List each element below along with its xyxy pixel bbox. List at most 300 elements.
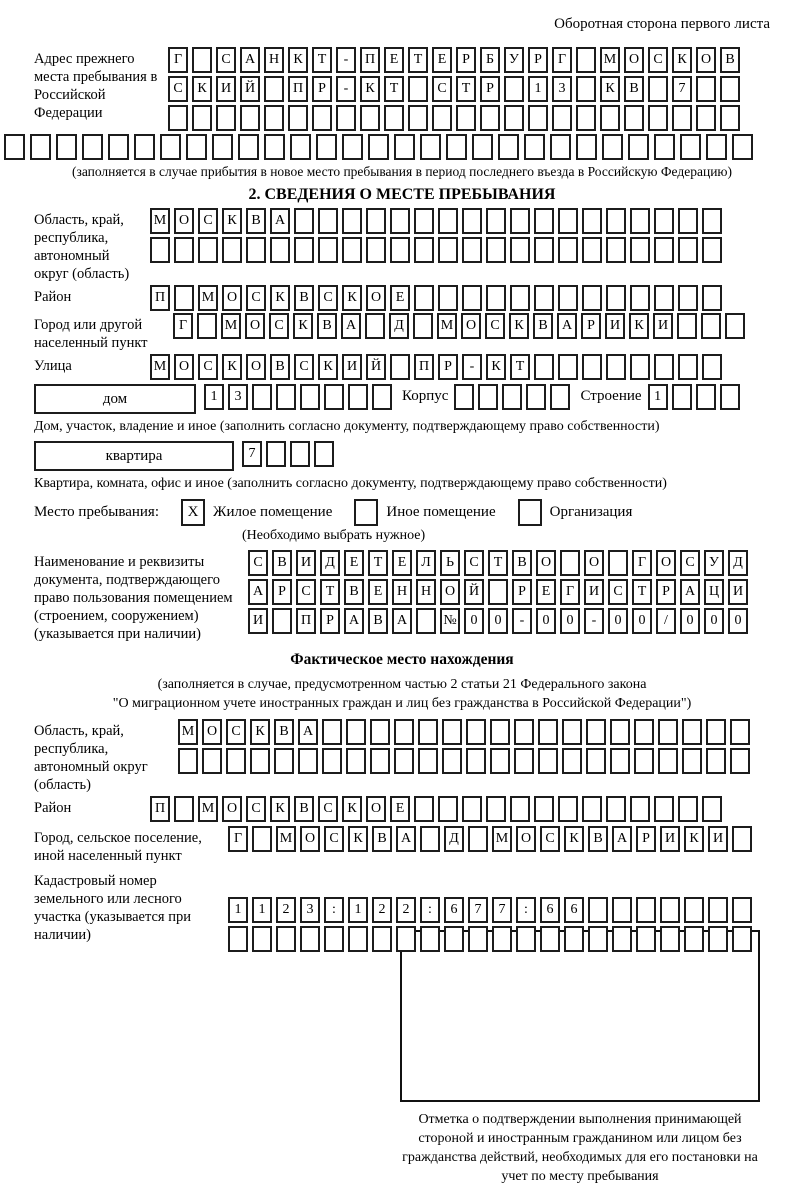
char-box[interactable] bbox=[252, 926, 272, 952]
char-box[interactable]: Е bbox=[536, 579, 556, 605]
char-box[interactable]: К bbox=[342, 285, 362, 311]
char-box[interactable] bbox=[270, 237, 290, 263]
char-box[interactable]: С bbox=[464, 550, 484, 576]
char-box[interactable]: И bbox=[728, 579, 748, 605]
char-box[interactable]: О bbox=[584, 550, 604, 576]
char-box[interactable]: И bbox=[248, 608, 268, 634]
char-box[interactable] bbox=[610, 719, 630, 745]
char-box[interactable]: М bbox=[221, 313, 241, 339]
char-box[interactable] bbox=[342, 208, 362, 234]
char-box[interactable] bbox=[396, 926, 416, 952]
char-box[interactable]: В bbox=[344, 579, 364, 605]
char-box[interactable] bbox=[630, 237, 650, 263]
char-box[interactable]: 6 bbox=[564, 897, 584, 923]
char-box[interactable]: О bbox=[656, 550, 676, 576]
char-box[interactable]: В bbox=[533, 313, 553, 339]
char-box[interactable] bbox=[720, 76, 740, 102]
char-box[interactable]: С bbox=[198, 354, 218, 380]
inoe-checkbox[interactable] bbox=[354, 499, 378, 526]
char-box[interactable] bbox=[314, 441, 334, 467]
char-box[interactable] bbox=[702, 796, 722, 822]
char-box[interactable]: 7 bbox=[242, 441, 262, 467]
char-box[interactable] bbox=[701, 313, 721, 339]
char-box[interactable] bbox=[394, 748, 414, 774]
char-box[interactable]: Р bbox=[272, 579, 292, 605]
char-box[interactable] bbox=[488, 579, 508, 605]
char-box[interactable] bbox=[264, 134, 285, 160]
char-box[interactable]: К bbox=[270, 796, 290, 822]
char-box[interactable] bbox=[438, 237, 458, 263]
char-box[interactable]: И bbox=[216, 76, 236, 102]
char-box[interactable] bbox=[630, 285, 650, 311]
char-box[interactable] bbox=[288, 105, 308, 131]
char-box[interactable]: И bbox=[296, 550, 316, 576]
char-box[interactable] bbox=[540, 926, 560, 952]
char-box[interactable]: Д bbox=[728, 550, 748, 576]
char-box[interactable] bbox=[272, 608, 292, 634]
char-box[interactable] bbox=[250, 748, 270, 774]
char-box[interactable]: 3 bbox=[228, 384, 248, 410]
char-box[interactable] bbox=[654, 354, 674, 380]
char-box[interactable]: Г bbox=[168, 47, 188, 73]
char-box[interactable] bbox=[290, 134, 311, 160]
char-box[interactable]: С bbox=[269, 313, 289, 339]
char-box[interactable] bbox=[390, 208, 410, 234]
char-box[interactable] bbox=[346, 719, 366, 745]
char-box[interactable] bbox=[730, 719, 750, 745]
char-box[interactable] bbox=[552, 105, 572, 131]
char-box[interactable]: 2 bbox=[276, 897, 296, 923]
char-box[interactable] bbox=[706, 134, 727, 160]
char-box[interactable] bbox=[394, 719, 414, 745]
char-box[interactable]: И bbox=[342, 354, 362, 380]
char-box[interactable]: А bbox=[557, 313, 577, 339]
char-box[interactable] bbox=[606, 237, 626, 263]
char-box[interactable]: В bbox=[588, 826, 608, 852]
char-box[interactable]: К bbox=[222, 208, 242, 234]
char-box[interactable] bbox=[264, 105, 284, 131]
char-box[interactable]: В bbox=[512, 550, 532, 576]
char-box[interactable] bbox=[150, 237, 170, 263]
char-box[interactable] bbox=[636, 926, 656, 952]
char-box[interactable] bbox=[672, 105, 692, 131]
char-box[interactable]: В bbox=[274, 719, 294, 745]
char-box[interactable]: Т bbox=[488, 550, 508, 576]
char-box[interactable]: 6 bbox=[444, 897, 464, 923]
char-box[interactable] bbox=[526, 384, 546, 410]
char-box[interactable]: К bbox=[288, 47, 308, 73]
char-box[interactable] bbox=[534, 354, 554, 380]
char-box[interactable]: К bbox=[684, 826, 704, 852]
char-box[interactable]: О bbox=[516, 826, 536, 852]
char-box[interactable] bbox=[504, 105, 524, 131]
char-box[interactable]: О bbox=[174, 208, 194, 234]
char-box[interactable]: В bbox=[272, 550, 292, 576]
char-box[interactable] bbox=[610, 748, 630, 774]
char-box[interactable]: Т bbox=[408, 47, 428, 73]
char-box[interactable]: А bbox=[240, 47, 260, 73]
char-box[interactable] bbox=[510, 285, 530, 311]
char-box[interactable] bbox=[684, 897, 704, 923]
char-box[interactable]: К bbox=[222, 354, 242, 380]
char-box[interactable] bbox=[732, 897, 752, 923]
char-box[interactable] bbox=[30, 134, 51, 160]
char-box[interactable]: К bbox=[509, 313, 529, 339]
char-box[interactable] bbox=[160, 134, 181, 160]
char-box[interactable]: О bbox=[461, 313, 481, 339]
char-box[interactable]: Г bbox=[228, 826, 248, 852]
char-box[interactable] bbox=[174, 285, 194, 311]
char-box[interactable] bbox=[442, 719, 462, 745]
char-box[interactable] bbox=[342, 237, 362, 263]
char-box[interactable] bbox=[725, 313, 745, 339]
char-box[interactable] bbox=[630, 354, 650, 380]
char-box[interactable]: П bbox=[150, 796, 170, 822]
char-box[interactable] bbox=[658, 719, 678, 745]
char-box[interactable] bbox=[202, 748, 222, 774]
char-box[interactable] bbox=[550, 134, 571, 160]
char-box[interactable] bbox=[468, 826, 488, 852]
char-box[interactable] bbox=[576, 105, 596, 131]
char-box[interactable]: М bbox=[600, 47, 620, 73]
char-box[interactable]: Й bbox=[464, 579, 484, 605]
char-box[interactable]: И bbox=[708, 826, 728, 852]
char-box[interactable]: 7 bbox=[492, 897, 512, 923]
char-box[interactable]: 1 bbox=[228, 897, 248, 923]
char-box[interactable]: Й bbox=[366, 354, 386, 380]
char-box[interactable]: № bbox=[440, 608, 460, 634]
char-box[interactable] bbox=[678, 285, 698, 311]
char-box[interactable] bbox=[365, 313, 385, 339]
char-box[interactable]: 0 bbox=[560, 608, 580, 634]
char-box[interactable]: Г bbox=[173, 313, 193, 339]
char-box[interactable] bbox=[538, 719, 558, 745]
char-box[interactable]: - bbox=[512, 608, 532, 634]
char-box[interactable] bbox=[312, 105, 332, 131]
char-box[interactable]: Р bbox=[512, 579, 532, 605]
char-box[interactable] bbox=[4, 134, 25, 160]
char-box[interactable]: К bbox=[486, 354, 506, 380]
char-box[interactable]: И bbox=[605, 313, 625, 339]
char-box[interactable]: Ь bbox=[440, 550, 460, 576]
char-box[interactable] bbox=[682, 719, 702, 745]
char-box[interactable]: - bbox=[336, 76, 356, 102]
char-box[interactable]: О bbox=[202, 719, 222, 745]
char-box[interactable]: 1 bbox=[252, 897, 272, 923]
char-box[interactable] bbox=[462, 796, 482, 822]
char-box[interactable]: Р bbox=[581, 313, 601, 339]
char-box[interactable] bbox=[432, 105, 452, 131]
char-box[interactable] bbox=[228, 926, 248, 952]
char-box[interactable]: Е bbox=[390, 796, 410, 822]
char-box[interactable] bbox=[108, 134, 129, 160]
char-box[interactable] bbox=[372, 926, 392, 952]
char-box[interactable]: Н bbox=[416, 579, 436, 605]
char-box[interactable] bbox=[478, 384, 498, 410]
char-box[interactable]: К bbox=[348, 826, 368, 852]
char-box[interactable]: К bbox=[672, 47, 692, 73]
char-box[interactable] bbox=[342, 134, 363, 160]
char-box[interactable] bbox=[612, 897, 632, 923]
char-box[interactable]: Т bbox=[320, 579, 340, 605]
char-box[interactable] bbox=[658, 748, 678, 774]
char-box[interactable]: О bbox=[222, 796, 242, 822]
char-box[interactable]: 1 bbox=[648, 384, 668, 410]
char-box[interactable]: К bbox=[600, 76, 620, 102]
char-box[interactable] bbox=[438, 208, 458, 234]
char-box[interactable] bbox=[384, 105, 404, 131]
zhiloe-checkbox[interactable]: X bbox=[181, 499, 205, 526]
char-box[interactable]: А bbox=[248, 579, 268, 605]
char-box[interactable] bbox=[370, 748, 390, 774]
char-box[interactable] bbox=[510, 796, 530, 822]
char-box[interactable] bbox=[454, 384, 474, 410]
char-box[interactable] bbox=[514, 748, 534, 774]
char-box[interactable]: П bbox=[288, 76, 308, 102]
char-box[interactable]: М bbox=[492, 826, 512, 852]
char-box[interactable] bbox=[564, 926, 584, 952]
char-box[interactable] bbox=[660, 897, 680, 923]
char-box[interactable]: Р bbox=[456, 47, 476, 73]
char-box[interactable]: К bbox=[629, 313, 649, 339]
char-box[interactable] bbox=[608, 550, 628, 576]
char-box[interactable] bbox=[498, 134, 519, 160]
char-box[interactable]: 1 bbox=[528, 76, 548, 102]
char-box[interactable] bbox=[634, 719, 654, 745]
char-box[interactable]: И bbox=[653, 313, 673, 339]
char-box[interactable] bbox=[212, 134, 233, 160]
char-box[interactable] bbox=[730, 748, 750, 774]
char-box[interactable] bbox=[324, 384, 344, 410]
char-box[interactable]: Е bbox=[432, 47, 452, 73]
char-box[interactable] bbox=[534, 796, 554, 822]
char-box[interactable]: - bbox=[584, 608, 604, 634]
char-box[interactable] bbox=[238, 134, 259, 160]
char-box[interactable]: Е bbox=[344, 550, 364, 576]
char-box[interactable]: А bbox=[341, 313, 361, 339]
char-box[interactable] bbox=[558, 354, 578, 380]
char-box[interactable] bbox=[276, 926, 296, 952]
char-box[interactable]: К bbox=[293, 313, 313, 339]
char-box[interactable]: Д bbox=[320, 550, 340, 576]
char-box[interactable] bbox=[706, 719, 726, 745]
char-box[interactable]: 3 bbox=[552, 76, 572, 102]
char-box[interactable]: И bbox=[584, 579, 604, 605]
char-box[interactable]: И bbox=[660, 826, 680, 852]
char-box[interactable] bbox=[438, 285, 458, 311]
char-box[interactable]: Р bbox=[438, 354, 458, 380]
char-box[interactable]: А bbox=[396, 826, 416, 852]
char-box[interactable]: Н bbox=[264, 47, 284, 73]
char-box[interactable] bbox=[390, 354, 410, 380]
char-box[interactable]: В bbox=[246, 208, 266, 234]
char-box[interactable] bbox=[558, 208, 578, 234]
char-box[interactable] bbox=[654, 208, 674, 234]
char-box[interactable]: О bbox=[366, 796, 386, 822]
char-box[interactable] bbox=[368, 134, 389, 160]
char-box[interactable]: Т bbox=[456, 76, 476, 102]
char-box[interactable] bbox=[420, 826, 440, 852]
char-box[interactable] bbox=[240, 105, 260, 131]
char-box[interactable]: Ц bbox=[704, 579, 724, 605]
char-box[interactable]: К bbox=[270, 285, 290, 311]
char-box[interactable]: Р bbox=[528, 47, 548, 73]
char-box[interactable]: К bbox=[250, 719, 270, 745]
char-box[interactable] bbox=[534, 208, 554, 234]
char-box[interactable]: 0 bbox=[680, 608, 700, 634]
char-box[interactable] bbox=[576, 76, 596, 102]
char-box[interactable]: В bbox=[372, 826, 392, 852]
char-box[interactable] bbox=[420, 926, 440, 952]
char-box[interactable]: К bbox=[192, 76, 212, 102]
char-box[interactable] bbox=[586, 719, 606, 745]
char-box[interactable] bbox=[588, 926, 608, 952]
char-box[interactable] bbox=[628, 134, 649, 160]
char-box[interactable] bbox=[420, 134, 441, 160]
char-box[interactable]: 0 bbox=[704, 608, 724, 634]
char-box[interactable] bbox=[602, 134, 623, 160]
char-box[interactable] bbox=[696, 76, 716, 102]
char-box[interactable] bbox=[408, 76, 428, 102]
char-box[interactable] bbox=[696, 105, 716, 131]
char-box[interactable] bbox=[318, 208, 338, 234]
char-box[interactable]: К bbox=[564, 826, 584, 852]
char-box[interactable] bbox=[186, 134, 207, 160]
char-box[interactable] bbox=[462, 237, 482, 263]
char-box[interactable]: 0 bbox=[728, 608, 748, 634]
char-box[interactable] bbox=[168, 105, 188, 131]
char-box[interactable]: : bbox=[516, 897, 536, 923]
char-box[interactable] bbox=[606, 796, 626, 822]
char-box[interactable]: О bbox=[300, 826, 320, 852]
char-box[interactable]: Г bbox=[632, 550, 652, 576]
char-box[interactable]: - bbox=[462, 354, 482, 380]
char-box[interactable]: А bbox=[680, 579, 700, 605]
char-box[interactable] bbox=[346, 748, 366, 774]
char-box[interactable]: Р bbox=[320, 608, 340, 634]
char-box[interactable] bbox=[648, 105, 668, 131]
char-box[interactable]: О bbox=[174, 354, 194, 380]
char-box[interactable]: С bbox=[246, 285, 266, 311]
char-box[interactable]: Т bbox=[312, 47, 332, 73]
char-box[interactable]: М bbox=[437, 313, 457, 339]
char-box[interactable] bbox=[696, 384, 716, 410]
char-box[interactable]: 0 bbox=[536, 608, 556, 634]
char-box[interactable] bbox=[630, 796, 650, 822]
char-box[interactable] bbox=[720, 384, 740, 410]
char-box[interactable] bbox=[414, 237, 434, 263]
char-box[interactable] bbox=[442, 748, 462, 774]
char-box[interactable]: Е bbox=[368, 579, 388, 605]
char-box[interactable]: : bbox=[420, 897, 440, 923]
char-box[interactable]: А bbox=[298, 719, 318, 745]
char-box[interactable] bbox=[360, 105, 380, 131]
char-box[interactable]: С bbox=[432, 76, 452, 102]
char-box[interactable]: 0 bbox=[488, 608, 508, 634]
char-box[interactable] bbox=[560, 550, 580, 576]
char-box[interactable] bbox=[514, 719, 534, 745]
char-box[interactable] bbox=[252, 826, 272, 852]
char-box[interactable]: 2 bbox=[372, 897, 392, 923]
char-box[interactable] bbox=[708, 897, 728, 923]
char-box[interactable] bbox=[678, 354, 698, 380]
char-box[interactable]: - bbox=[336, 47, 356, 73]
char-box[interactable]: В bbox=[294, 285, 314, 311]
char-box[interactable]: 0 bbox=[464, 608, 484, 634]
char-box[interactable]: : bbox=[324, 897, 344, 923]
char-box[interactable]: С bbox=[318, 285, 338, 311]
char-box[interactable] bbox=[316, 134, 337, 160]
char-box[interactable] bbox=[576, 134, 597, 160]
char-box[interactable] bbox=[708, 926, 728, 952]
char-box[interactable] bbox=[636, 897, 656, 923]
char-box[interactable]: П bbox=[414, 354, 434, 380]
char-box[interactable]: У bbox=[504, 47, 524, 73]
char-box[interactable] bbox=[82, 134, 103, 160]
char-box[interactable] bbox=[510, 208, 530, 234]
char-box[interactable]: 6 bbox=[540, 897, 560, 923]
char-box[interactable]: К bbox=[318, 354, 338, 380]
char-box[interactable]: В bbox=[317, 313, 337, 339]
char-box[interactable] bbox=[680, 134, 701, 160]
char-box[interactable]: 7 bbox=[672, 76, 692, 102]
char-box[interactable] bbox=[366, 208, 386, 234]
char-box[interactable]: С bbox=[540, 826, 560, 852]
char-box[interactable] bbox=[562, 719, 582, 745]
char-box[interactable] bbox=[134, 134, 155, 160]
char-box[interactable] bbox=[192, 47, 212, 73]
char-box[interactable] bbox=[702, 208, 722, 234]
char-box[interactable] bbox=[502, 384, 522, 410]
char-box[interactable] bbox=[290, 441, 310, 467]
char-box[interactable] bbox=[678, 237, 698, 263]
char-box[interactable] bbox=[612, 926, 632, 952]
char-box[interactable]: М bbox=[150, 354, 170, 380]
char-box[interactable]: М bbox=[276, 826, 296, 852]
char-box[interactable] bbox=[300, 926, 320, 952]
char-box[interactable] bbox=[348, 926, 368, 952]
char-box[interactable] bbox=[534, 237, 554, 263]
char-box[interactable]: К bbox=[342, 796, 362, 822]
char-box[interactable]: С bbox=[246, 796, 266, 822]
char-box[interactable] bbox=[468, 926, 488, 952]
char-box[interactable] bbox=[630, 208, 650, 234]
char-box[interactable]: Г bbox=[552, 47, 572, 73]
char-box[interactable]: А bbox=[392, 608, 412, 634]
char-box[interactable]: К bbox=[360, 76, 380, 102]
char-box[interactable] bbox=[678, 796, 698, 822]
char-box[interactable] bbox=[226, 748, 246, 774]
char-box[interactable] bbox=[648, 76, 668, 102]
char-box[interactable] bbox=[192, 105, 212, 131]
char-box[interactable] bbox=[486, 796, 506, 822]
char-box[interactable] bbox=[732, 134, 753, 160]
char-box[interactable] bbox=[582, 354, 602, 380]
char-box[interactable]: О bbox=[245, 313, 265, 339]
char-box[interactable] bbox=[702, 354, 722, 380]
char-box[interactable]: 7 bbox=[468, 897, 488, 923]
char-box[interactable] bbox=[528, 105, 548, 131]
char-box[interactable] bbox=[582, 208, 602, 234]
char-box[interactable]: 3 bbox=[300, 897, 320, 923]
char-box[interactable] bbox=[413, 313, 433, 339]
char-box[interactable] bbox=[318, 237, 338, 263]
char-box[interactable]: Р bbox=[480, 76, 500, 102]
char-box[interactable] bbox=[732, 926, 752, 952]
char-box[interactable] bbox=[634, 748, 654, 774]
char-box[interactable]: В bbox=[294, 796, 314, 822]
char-box[interactable] bbox=[706, 748, 726, 774]
